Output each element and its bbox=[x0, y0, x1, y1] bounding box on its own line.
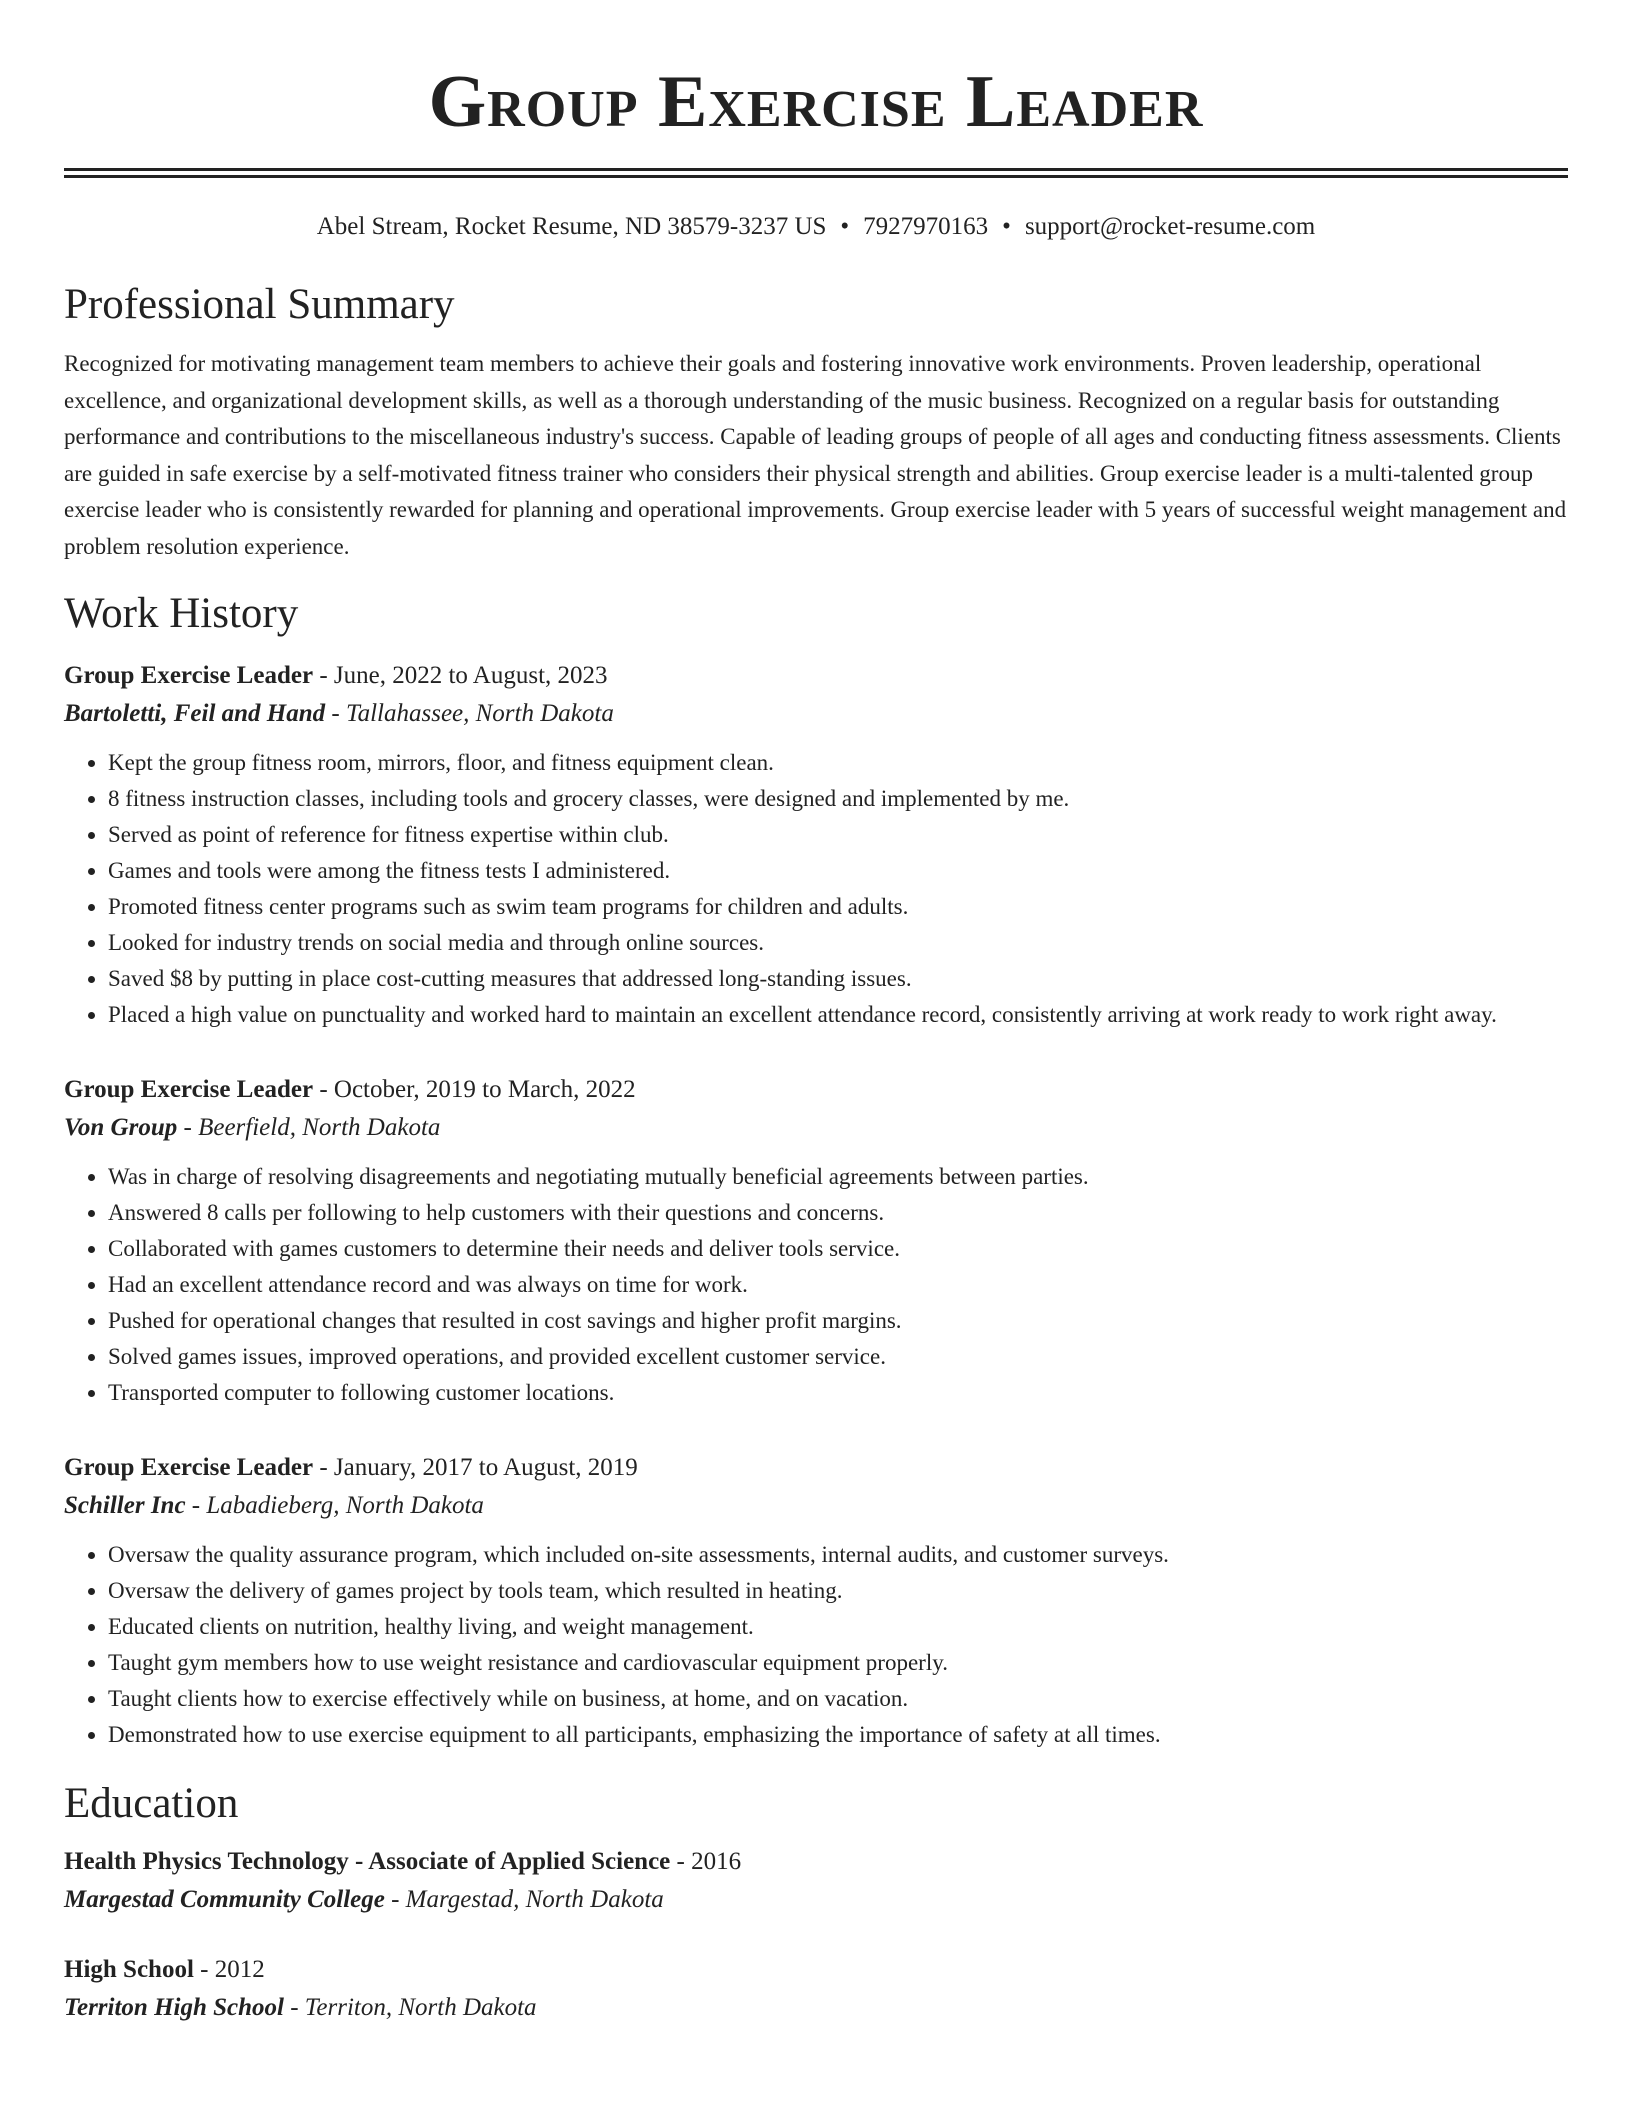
job-bullet: • Educated clients on nutrition, healthy living, and weight management. bbox=[108, 1609, 1568, 1645]
education-degree-line bbox=[64, 1843, 1568, 1881]
job-company: Bartoletti, Feil and Hand bbox=[64, 700, 326, 727]
job-bullet: • Oversaw the delivery of games project by tools team, which resulted in heating. bbox=[108, 1573, 1568, 1609]
job-title-line bbox=[64, 1071, 1568, 1109]
job-bullet: • Was in charge of resolving disagreements and negotiating mutually beneficial agreements between parties. bbox=[108, 1159, 1568, 1195]
education-school-line bbox=[64, 1881, 1568, 1919]
job-bullet: • Taught clients how to exercise effectively while on business, at home, and on vacation. bbox=[108, 1681, 1568, 1717]
education-degree-line bbox=[64, 1951, 1568, 1989]
education-location: - Territon, North Dakota bbox=[283, 1994, 537, 2021]
job-dates: - January, 2017 to August, 2019 bbox=[313, 1454, 638, 1481]
education-location: - Margestad, North Dakota bbox=[384, 1886, 664, 1913]
contact-email: support@rocket-resume.com bbox=[1024, 213, 1316, 240]
job-bullet: • Taught gym members how to use weight resistance and cardiovascular equipment properly. bbox=[108, 1645, 1568, 1681]
job-dates: - June, 2022 to August, 2023 bbox=[313, 662, 608, 689]
contact-address: Abel Stream, Rocket Resume, ND 38579-3237 US bbox=[316, 213, 827, 240]
job-company-line bbox=[64, 695, 1568, 733]
contact-separator: • bbox=[1002, 213, 1011, 240]
job-bullet: • Placed a high value on punctuality and worked hard to maintain an excellent attendance record, consistently arriving at work ready to work right away. bbox=[108, 997, 1568, 1033]
summary-heading: Professional Summary bbox=[64, 281, 455, 328]
job-bullet: • Demonstrated how to use exercise equipment to all participants, emphasizing the importance of safety at all times. bbox=[108, 1717, 1568, 1753]
education-entry bbox=[64, 1843, 1568, 1919]
job-location: - Tallahassee, North Dakota bbox=[325, 700, 614, 727]
contact-phone: 7927970163 bbox=[863, 213, 989, 240]
job-bullet: • Collaborated with games customers to determine their needs and deliver tools service. bbox=[108, 1231, 1568, 1267]
header-divider bbox=[64, 168, 1568, 178]
job-bullet: • Solved games issues, improved operations, and provided excellent customer service. bbox=[108, 1339, 1568, 1375]
job-location: - Labadieberg, North Dakota bbox=[185, 1492, 484, 1519]
job-bullet: • Promoted fitness center programs such as swim team programs for children and adults. bbox=[108, 889, 1568, 925]
education-school: Territon High School bbox=[64, 1994, 284, 2021]
job-location: - Beerfield, North Dakota bbox=[177, 1114, 441, 1141]
job-bullet: • Had an excellent attendance record and was always on time for work. bbox=[108, 1267, 1568, 1303]
job-bullet: • Kept the group fitness room, mirrors, floor, and fitness equipment clean. bbox=[108, 745, 1568, 781]
education-school: Margestad Community College bbox=[64, 1886, 385, 1913]
job-bullets bbox=[64, 1537, 1568, 1753]
job-role: Group Exercise Leader bbox=[64, 1454, 314, 1481]
job-bullet: • Games and tools were among the fitness tests I administered. bbox=[108, 853, 1568, 889]
education-degree: High School bbox=[64, 1956, 194, 1983]
job-title-line bbox=[64, 657, 1568, 695]
job-bullet: • Transported computer to following customer locations. bbox=[108, 1375, 1568, 1411]
job-company: Von Group bbox=[64, 1114, 178, 1141]
resume-name: Group Exercise Leader bbox=[428, 61, 1204, 143]
job-bullet: • Saved $8 by putting in place cost-cutting measures that addressed long-standing issues. bbox=[108, 961, 1568, 997]
job-bullet: • 8 fitness instruction classes, including tools and grocery classes, were designed and implemented by me. bbox=[108, 781, 1568, 817]
job-title-line bbox=[64, 1449, 1568, 1487]
education-year: - 2012 bbox=[193, 1956, 265, 1983]
job-entry bbox=[64, 657, 1568, 1033]
job-bullet: • Pushed for operational changes that resulted in cost savings and higher profit margins. bbox=[108, 1303, 1568, 1339]
job-bullet: • Answered 8 calls per following to help customers with their questions and concerns. bbox=[108, 1195, 1568, 1231]
job-company-line bbox=[64, 1109, 1568, 1147]
job-company: Schiller Inc bbox=[64, 1492, 186, 1519]
job-entry bbox=[64, 1071, 1568, 1411]
job-bullets bbox=[64, 745, 1568, 1033]
job-role: Group Exercise Leader bbox=[64, 662, 314, 689]
contact-separator: • bbox=[840, 213, 850, 240]
contact-line bbox=[64, 212, 1568, 242]
job-bullet: • Looked for industry trends on social media and through online sources. bbox=[108, 925, 1568, 961]
job-bullet: • Oversaw the quality assurance program, which included on-site assessments, internal audits, and customer surveys. bbox=[108, 1537, 1568, 1573]
job-company-line bbox=[64, 1487, 1568, 1525]
education-year: - 2016 bbox=[670, 1848, 742, 1875]
education-school-line bbox=[64, 1989, 1568, 2027]
job-dates: - October, 2019 to March, 2022 bbox=[313, 1076, 636, 1103]
job-role: Group Exercise Leader bbox=[64, 1076, 314, 1103]
education-heading: Education bbox=[64, 1780, 239, 1827]
summary-text: Recognized for motivating management team members to achieve their goals and fostering innovative work environments. Proven leadership, operational excellence, and organizational development skills, as well as a thorough understanding of the music business. Recognized on a regular basis for outstanding performance and contributions to the miscellaneous industry's success. Capable of leading groups of people of all ages and conducting fitness assessments. Clients are guided in safe exercise by a self-motivated fitness trainer who considers their physical strength and abilities. Group exercise leader is a multi-talented group exercise leader who is consistently rewarded for planning and operational improvements. Group exercise leader with 5 years of successful weight management and problem resolution experience. bbox=[64, 351, 1567, 559]
job-entry bbox=[64, 1449, 1568, 1753]
job-bullets bbox=[64, 1159, 1568, 1411]
work-history-heading: Work History bbox=[64, 590, 299, 637]
education-entry bbox=[64, 1951, 1568, 2027]
job-bullet: • Served as point of reference for fitness expertise within club. bbox=[108, 817, 1568, 853]
education-degree: Health Physics Technology - Associate of Applied Science bbox=[64, 1848, 671, 1875]
